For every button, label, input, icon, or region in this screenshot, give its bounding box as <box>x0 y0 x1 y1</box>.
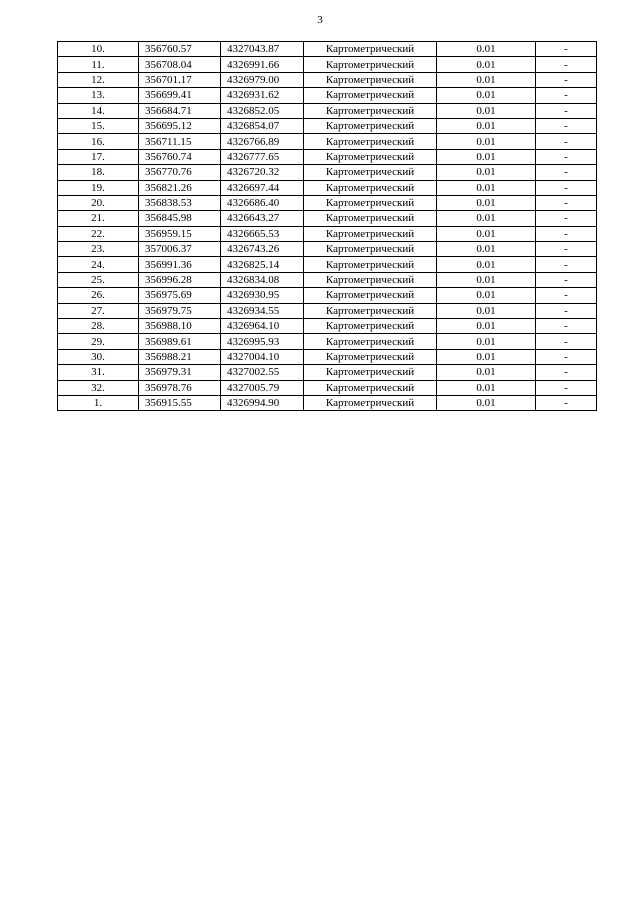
table-row <box>58 149 597 164</box>
point-number-cell: 18. <box>58 165 139 180</box>
method-cell: Картометрический <box>304 380 437 395</box>
table-row <box>58 257 597 272</box>
method-cell: Картометрический <box>304 57 437 72</box>
description-cell: - <box>536 103 597 118</box>
accuracy-cell: 0.01 <box>437 349 536 364</box>
description-cell: - <box>536 165 597 180</box>
method-cell: Картометрический <box>304 72 437 87</box>
x-coordinate-cell: 356684.71 <box>139 103 221 118</box>
coordinates-table-body <box>58 42 597 411</box>
table-row <box>58 165 597 180</box>
description-cell: - <box>536 57 597 72</box>
accuracy-cell: 0.01 <box>437 180 536 195</box>
method-cell: Картометрический <box>304 319 437 334</box>
method-cell: Картометрический <box>304 334 437 349</box>
accuracy-cell: 0.01 <box>437 195 536 210</box>
x-coordinate-cell: 356821.26 <box>139 180 221 195</box>
accuracy-cell: 0.01 <box>437 72 536 87</box>
table-row <box>58 195 597 210</box>
x-coordinate-cell: 356708.04 <box>139 57 221 72</box>
point-number-cell: 11. <box>58 57 139 72</box>
accuracy-cell: 0.01 <box>437 226 536 241</box>
method-cell: Картометрический <box>304 134 437 149</box>
y-coordinate-cell: 4326825.14 <box>221 257 304 272</box>
method-cell: Картометрический <box>304 349 437 364</box>
point-number-cell: 26. <box>58 288 139 303</box>
y-coordinate-cell: 4326834.08 <box>221 272 304 287</box>
x-coordinate-cell: 356978.76 <box>139 380 221 395</box>
x-coordinate-cell: 356701.17 <box>139 72 221 87</box>
table-row <box>58 180 597 195</box>
description-cell: - <box>536 118 597 133</box>
table-row <box>58 272 597 287</box>
accuracy-cell: 0.01 <box>437 380 536 395</box>
point-number-cell: 32. <box>58 380 139 395</box>
description-cell: - <box>536 134 597 149</box>
description-cell: - <box>536 365 597 380</box>
point-number-cell: 22. <box>58 226 139 241</box>
table-row <box>58 242 597 257</box>
description-cell: - <box>536 349 597 364</box>
accuracy-cell: 0.01 <box>437 319 536 334</box>
y-coordinate-cell: 4326720.32 <box>221 165 304 180</box>
table-row <box>58 303 597 318</box>
table-row <box>58 365 597 380</box>
y-coordinate-cell: 4326979.00 <box>221 72 304 87</box>
accuracy-cell: 0.01 <box>437 395 536 410</box>
y-coordinate-cell: 4327002.55 <box>221 365 304 380</box>
method-cell: Картометрический <box>304 395 437 410</box>
table-row <box>58 134 597 149</box>
x-coordinate-cell: 356760.57 <box>139 42 221 57</box>
page-number: 3 <box>317 14 323 26</box>
method-cell: Картометрический <box>304 365 437 380</box>
y-coordinate-cell: 4326777.65 <box>221 149 304 164</box>
y-coordinate-cell: 4327004.10 <box>221 349 304 364</box>
accuracy-cell: 0.01 <box>437 365 536 380</box>
x-coordinate-cell: 356975.69 <box>139 288 221 303</box>
description-cell: - <box>536 242 597 257</box>
x-coordinate-cell: 356838.53 <box>139 195 221 210</box>
table-row <box>58 334 597 349</box>
x-coordinate-cell: 356695.12 <box>139 118 221 133</box>
description-cell: - <box>536 149 597 164</box>
accuracy-cell: 0.01 <box>437 303 536 318</box>
method-cell: Картометрический <box>304 42 437 57</box>
y-coordinate-cell: 4326964.10 <box>221 319 304 334</box>
point-number-cell: 29. <box>58 334 139 349</box>
x-coordinate-cell: 356699.41 <box>139 88 221 103</box>
x-coordinate-cell: 356845.98 <box>139 211 221 226</box>
y-coordinate-cell: 4327043.87 <box>221 42 304 57</box>
method-cell: Картометрический <box>304 257 437 272</box>
method-cell: Картометрический <box>304 149 437 164</box>
accuracy-cell: 0.01 <box>437 334 536 349</box>
table-row <box>58 88 597 103</box>
accuracy-cell: 0.01 <box>437 118 536 133</box>
accuracy-cell: 0.01 <box>437 134 536 149</box>
table-row <box>58 211 597 226</box>
point-number-cell: 15. <box>58 118 139 133</box>
accuracy-cell: 0.01 <box>437 88 536 103</box>
y-coordinate-cell: 4326934.55 <box>221 303 304 318</box>
x-coordinate-cell: 356979.75 <box>139 303 221 318</box>
point-number-cell: 25. <box>58 272 139 287</box>
y-coordinate-cell: 4326686.40 <box>221 195 304 210</box>
method-cell: Картометрический <box>304 303 437 318</box>
method-cell: Картометрический <box>304 288 437 303</box>
x-coordinate-cell: 356988.10 <box>139 319 221 334</box>
description-cell: - <box>536 288 597 303</box>
y-coordinate-cell: 4326643.27 <box>221 211 304 226</box>
point-number-cell: 16. <box>58 134 139 149</box>
point-number-cell: 13. <box>58 88 139 103</box>
table-row <box>58 226 597 241</box>
table-row <box>58 57 597 72</box>
table-row <box>58 72 597 87</box>
table-row <box>58 118 597 133</box>
x-coordinate-cell: 356979.31 <box>139 365 221 380</box>
x-coordinate-cell: 356915.55 <box>139 395 221 410</box>
coordinates-table <box>57 41 597 411</box>
point-number-cell: 14. <box>58 103 139 118</box>
method-cell: Картометрический <box>304 226 437 241</box>
accuracy-cell: 0.01 <box>437 242 536 257</box>
table-row <box>58 349 597 364</box>
accuracy-cell: 0.01 <box>437 288 536 303</box>
table-row <box>58 395 597 410</box>
x-coordinate-cell: 356760.74 <box>139 149 221 164</box>
x-coordinate-cell: 357006.37 <box>139 242 221 257</box>
point-number-cell: 1. <box>58 395 139 410</box>
point-number-cell: 31. <box>58 365 139 380</box>
y-coordinate-cell: 4326991.66 <box>221 57 304 72</box>
method-cell: Картометрический <box>304 165 437 180</box>
description-cell: - <box>536 395 597 410</box>
table-row <box>58 380 597 395</box>
method-cell: Картометрический <box>304 195 437 210</box>
x-coordinate-cell: 356996.28 <box>139 272 221 287</box>
method-cell: Картометрический <box>304 211 437 226</box>
accuracy-cell: 0.01 <box>437 211 536 226</box>
y-coordinate-cell: 4326931.62 <box>221 88 304 103</box>
y-coordinate-cell: 4326697.44 <box>221 180 304 195</box>
description-cell: - <box>536 211 597 226</box>
table-row <box>58 103 597 118</box>
description-cell: - <box>536 380 597 395</box>
table-row <box>58 288 597 303</box>
accuracy-cell: 0.01 <box>437 103 536 118</box>
description-cell: - <box>536 303 597 318</box>
point-number-cell: 17. <box>58 149 139 164</box>
method-cell: Картометрический <box>304 103 437 118</box>
method-cell: Картометрический <box>304 272 437 287</box>
x-coordinate-cell: 356989.61 <box>139 334 221 349</box>
description-cell: - <box>536 72 597 87</box>
point-number-cell: 20. <box>58 195 139 210</box>
description-cell: - <box>536 272 597 287</box>
y-coordinate-cell: 4326743.26 <box>221 242 304 257</box>
y-coordinate-cell: 4326665.53 <box>221 226 304 241</box>
accuracy-cell: 0.01 <box>437 57 536 72</box>
point-number-cell: 19. <box>58 180 139 195</box>
point-number-cell: 12. <box>58 72 139 87</box>
x-coordinate-cell: 356959.15 <box>139 226 221 241</box>
accuracy-cell: 0.01 <box>437 257 536 272</box>
description-cell: - <box>536 257 597 272</box>
method-cell: Картометрический <box>304 118 437 133</box>
table-row <box>58 42 597 57</box>
method-cell: Картометрический <box>304 180 437 195</box>
point-number-cell: 27. <box>58 303 139 318</box>
accuracy-cell: 0.01 <box>437 272 536 287</box>
x-coordinate-cell: 356988.21 <box>139 349 221 364</box>
point-number-cell: 24. <box>58 257 139 272</box>
description-cell: - <box>536 334 597 349</box>
description-cell: - <box>536 180 597 195</box>
y-coordinate-cell: 4327005.79 <box>221 380 304 395</box>
y-coordinate-cell: 4326852.05 <box>221 103 304 118</box>
method-cell: Картометрический <box>304 242 437 257</box>
y-coordinate-cell: 4326766.89 <box>221 134 304 149</box>
accuracy-cell: 0.01 <box>437 42 536 57</box>
x-coordinate-cell: 356711.15 <box>139 134 221 149</box>
description-cell: - <box>536 319 597 334</box>
x-coordinate-cell: 356991.36 <box>139 257 221 272</box>
description-cell: - <box>536 226 597 241</box>
point-number-cell: 21. <box>58 211 139 226</box>
method-cell: Картометрический <box>304 88 437 103</box>
point-number-cell: 30. <box>58 349 139 364</box>
accuracy-cell: 0.01 <box>437 165 536 180</box>
y-coordinate-cell: 4326854.07 <box>221 118 304 133</box>
table-row <box>58 319 597 334</box>
accuracy-cell: 0.01 <box>437 149 536 164</box>
y-coordinate-cell: 4326995.93 <box>221 334 304 349</box>
description-cell: - <box>536 88 597 103</box>
y-coordinate-cell: 4326930.95 <box>221 288 304 303</box>
point-number-cell: 23. <box>58 242 139 257</box>
x-coordinate-cell: 356770.76 <box>139 165 221 180</box>
description-cell: - <box>536 195 597 210</box>
description-cell: - <box>536 42 597 57</box>
y-coordinate-cell: 4326994.90 <box>221 395 304 410</box>
point-number-cell: 28. <box>58 319 139 334</box>
point-number-cell: 10. <box>58 42 139 57</box>
